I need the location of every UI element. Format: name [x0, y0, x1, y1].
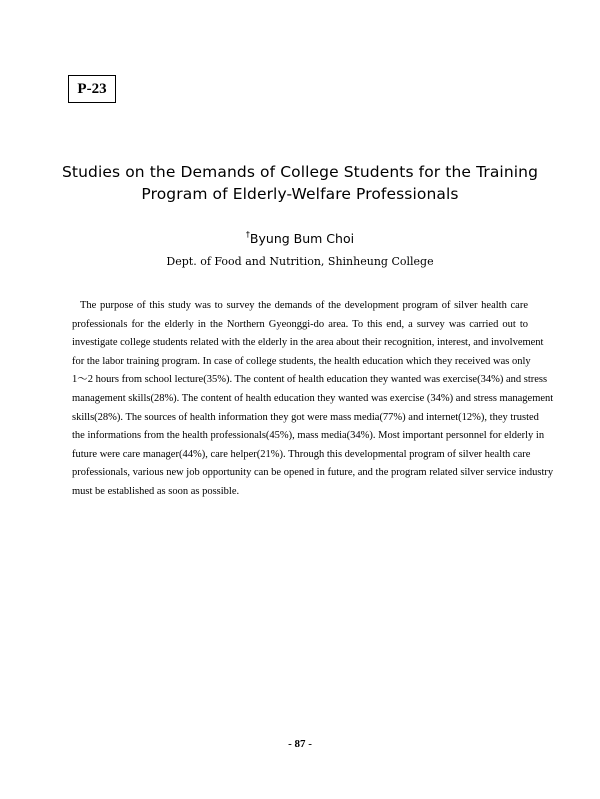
- page-number: - 87 -: [288, 738, 312, 750]
- abstract-line: professionals for the elderly in the Northern Gyeonggi-do area. To this end, a survey was carried out to: [72, 318, 528, 330]
- title-line-2: Program of Elderly-Welfare Professionals: [141, 185, 459, 203]
- abstract-line: investigate college students related with the elderly in the area about their recognition, interest, and involvement: [72, 337, 544, 349]
- abstract-body: [72, 297, 554, 502]
- paper-title: [40, 161, 560, 205]
- abstract-line: 1～2 hours from school lecture(35%). The content of health education they wanted was exercise(34%) and stress: [72, 374, 548, 386]
- corresponding-author-mark: †: [245, 230, 250, 239]
- abstract-line: must be established as soon as possible.: [72, 485, 240, 497]
- poster-id-box: P-23: [68, 75, 116, 103]
- author-name: Byung Bum Choi: [249, 231, 355, 246]
- author: [0, 230, 600, 246]
- affiliation: Dept. of Food and Nutrition, Shinheung College: [166, 255, 434, 268]
- abstract-line: the informations from the health professionals(45%), mass media(34%). Most important personnel for elderly in: [72, 430, 545, 442]
- abstract-line: The purpose of this study was to survey the demands of the development program of silver health care: [80, 300, 528, 311]
- title-line-1: Studies on the Demands of College Students for the Training: [61, 163, 539, 181]
- abstract-line: skills(28%). The sources of health information they got were mass media(77%) and internet(12%), they trusted: [72, 411, 539, 423]
- abstract-line: future were care manager(44%), care helper(21%). Through this developmental program of silver health care: [72, 448, 531, 460]
- abstract-line: management skills(28%). The content of health education they wanted was exercise (34%) and stress management: [72, 392, 554, 404]
- abstract-line: professionals, various new job opportunity can be opened in future, and the program related silver service industry: [72, 467, 554, 479]
- abstract-line: for the labor training program. In case of college students, the health education which they received was only: [72, 355, 531, 367]
